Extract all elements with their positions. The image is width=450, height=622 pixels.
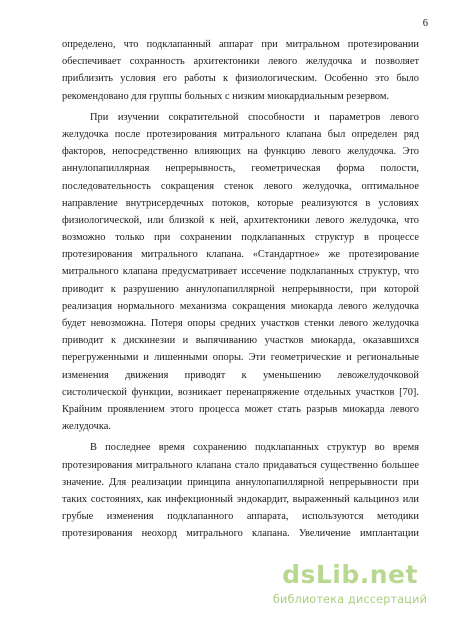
text-line: протезирования митрального клапана стало придаваться существенно большее (62, 459, 419, 471)
text-line: желудочка после протезирования митрального клапана был определен ряд (62, 128, 419, 140)
text-line: приблизить условия его работы к физиологическим. Особенно это было (62, 73, 419, 85)
text-line: последовательность сокращения стенок левого желудочка, оптимальное (62, 180, 419, 192)
text-line: реализация нормального механизма сокращения миокарда левого желудочка (62, 300, 419, 312)
text-line: направление внутрисердечных потоков, которые реализуются в условиях (62, 197, 419, 209)
page-number: 6 (422, 18, 428, 29)
text-line: факторов, непосредственно влияющих на функцию левого желудочка. Это (62, 146, 419, 158)
text-line: протезирования неохорд митрального клапана. Увеличение имплантации (62, 528, 419, 540)
text-line: определено, что подклапанный аппарат при митральном протезировании (62, 39, 419, 50)
text-line: желудочка. (62, 421, 111, 433)
text-line: изменения движения приводят к уменьшению левожелудочковой (62, 369, 419, 381)
watermark-logo: dsLib.net (282, 560, 418, 589)
text-line: приводит к дискинезии и выпячиванию участков миокарда, оказавшихся (62, 335, 419, 347)
paragraph-1 (62, 36, 419, 105)
text-line: обеспечивает сохранность архитектоники левого желудочка и позволяет (62, 56, 419, 68)
text-line: таких состояниях, как инфекционный эндокардит, выраженный кальциноз или (62, 493, 419, 505)
document-body (62, 36, 419, 542)
text-line: возможно только при сохранении подклапанных структур в процессе (62, 232, 419, 244)
text-line: физиологической, или близкой к ней, архитектоники левого желудочка, что (62, 214, 419, 226)
text-line: При изучении сократительной способности и параметров левого (90, 111, 419, 123)
text-line: митрального клапана предусматривает иссечение подклапанных структур, что (62, 266, 419, 278)
text-line: приводит к разрушению аннулопапиллярной непрерывности, при которой (62, 283, 419, 295)
text-line: систолической функции, возникает перенапряжение отдельных участков [70]. (62, 386, 419, 398)
text-line: будет невозможна. Потеря опоры средних участков стенки левого желудочка (62, 318, 419, 329)
paragraph-3 (62, 439, 419, 542)
text-line: перегруженными и лишенными опоры. Эти геометрические и региональные (62, 352, 419, 364)
text-line: аннулопапиллярная непрерывность, геометрическая форма полости, (62, 163, 419, 175)
paragraph-2 (62, 109, 419, 436)
dslib-watermark (262, 560, 438, 616)
text-line: Крайним проявлением этого процесса может стать разрыв миокарда левого (62, 403, 419, 415)
text-line: В последнее время сохранению подклапанных структур во время (90, 442, 419, 454)
text-line: протезирования митрального клапана. «Стандартное» же протезирование (62, 249, 419, 261)
text-line: грубые изменения подклапанного аппарата, используются методики (62, 511, 419, 523)
text-line: значение. Для реализации принципа аннулопапиллярной непрерывности при (62, 476, 419, 488)
text-line: рекомендовано для группы больных с низким миокардиальным резервом. (62, 90, 390, 102)
watermark-subtitle: библиотека диссертаций (272, 593, 428, 606)
